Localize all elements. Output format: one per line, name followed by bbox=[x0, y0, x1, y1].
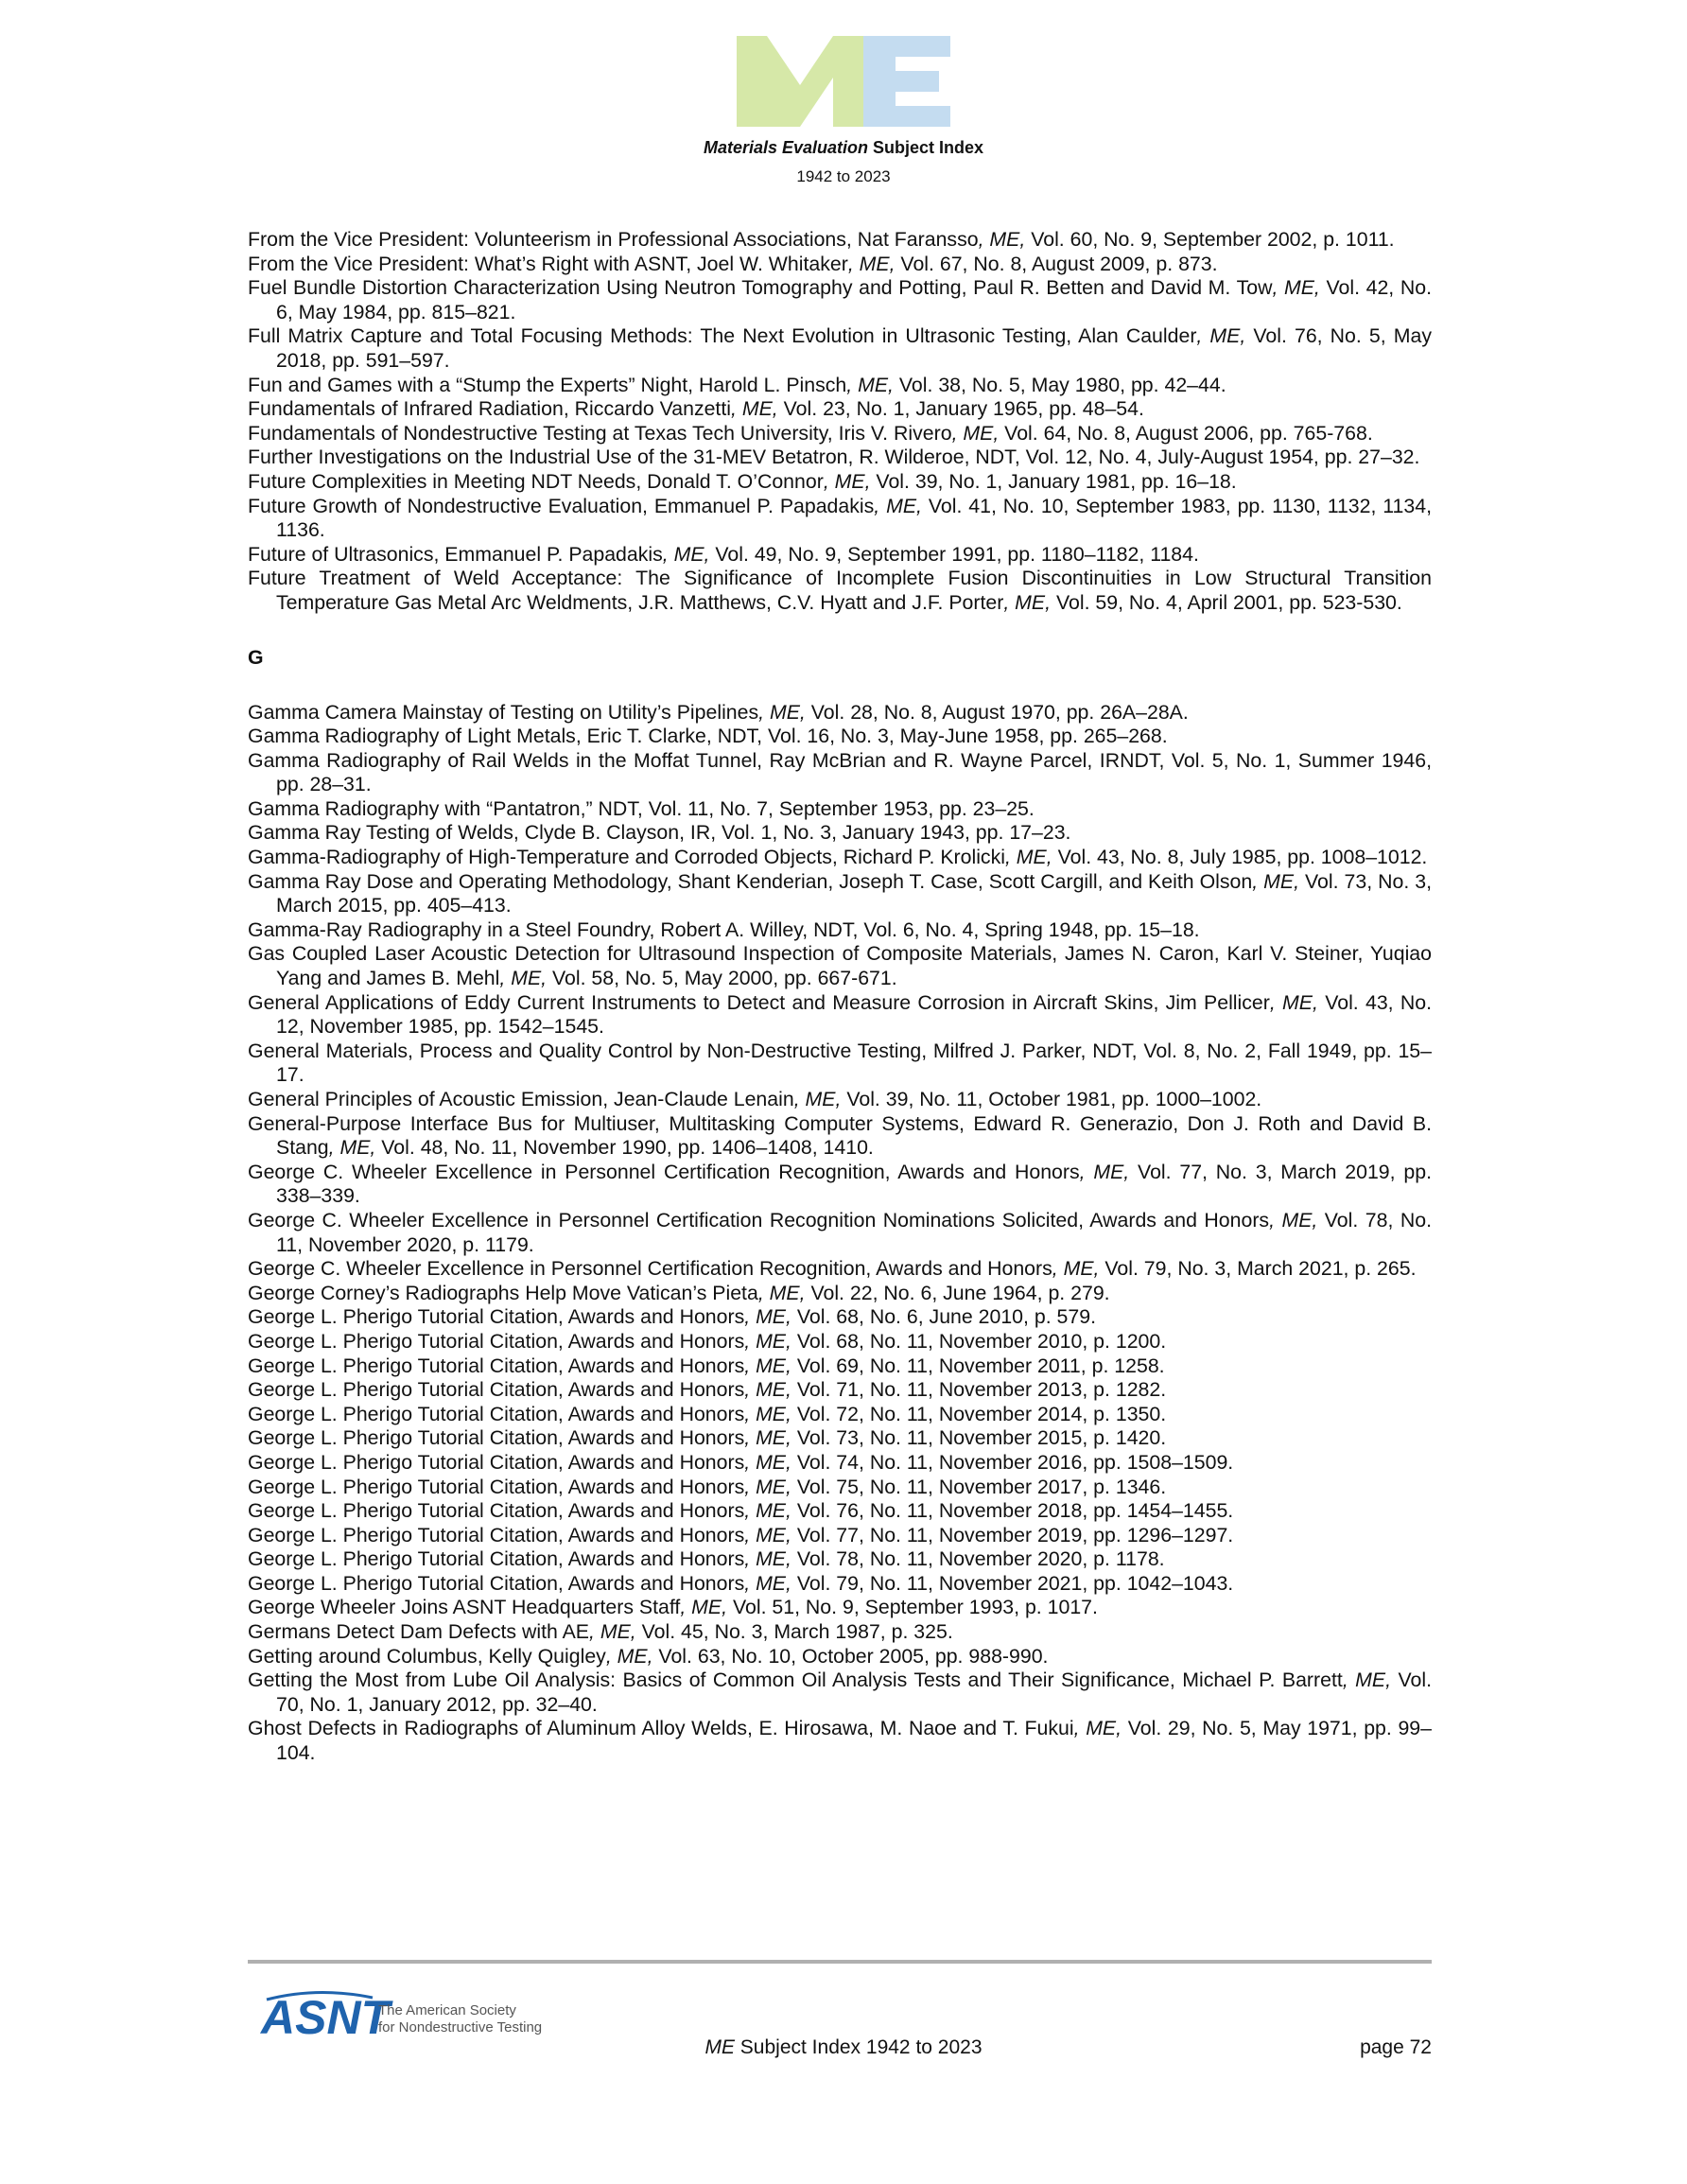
entry-journal: , ME, bbox=[744, 1571, 791, 1595]
entry-title-authors: Gamma Radiography of Rail Welds in the Moffat Tunnel, Ray McBrian and R. Wayne Parcel, IRNDT, Vol. 5, No. 1, Summer 1946, pp. 28–31. bbox=[248, 748, 1432, 796]
entry-journal: , ME, bbox=[744, 1475, 791, 1498]
entry-citation: Vol. 43, No. 12, November 1985, pp. 1542–1545. bbox=[276, 990, 1432, 1039]
section-letter-g: G bbox=[248, 645, 264, 669]
entry-citation: Vol. 68, No. 11, November 2010, p. 1200. bbox=[791, 1329, 1167, 1353]
index-entry bbox=[248, 1596, 1432, 1620]
entry-title-authors: George L. Pherigo Tutorial Citation, Awards and Honors bbox=[248, 1475, 745, 1498]
index-entry bbox=[248, 276, 1432, 324]
entry-title-authors: George C. Wheeler Excellence in Personnel Certification Recognition, Awards and Honors bbox=[248, 1160, 1080, 1183]
entry-citation: Vol. 73, No. 3, March 2015, pp. 405–413. bbox=[276, 869, 1432, 917]
footer-title-rest: Subject Index 1942 to 2023 bbox=[734, 2036, 983, 2058]
entry-journal: , ME, bbox=[1252, 869, 1299, 893]
entries-f-list bbox=[248, 228, 1432, 616]
entry-journal: , ME, bbox=[744, 1402, 791, 1425]
svg-text:The American Society: The American Society bbox=[378, 2002, 516, 2018]
index-entry bbox=[248, 749, 1432, 797]
entry-journal: , ME, bbox=[680, 1596, 728, 1619]
page-number: page 72 bbox=[1360, 2036, 1432, 2058]
entry-journal: , ME, bbox=[846, 373, 894, 396]
entry-title-authors: General Applications of Eddy Current Instruments to Detect and Measure Corrosion in Aircraft Skins, Jim Pellicer bbox=[248, 990, 1270, 1014]
index-entry bbox=[248, 422, 1432, 446]
entry-journal: , ME, bbox=[744, 1426, 791, 1450]
index-entry bbox=[248, 1524, 1432, 1548]
index-title bbox=[0, 136, 1687, 159]
index-entry bbox=[248, 1378, 1432, 1403]
entry-journal: , ME, bbox=[605, 1644, 653, 1668]
entry-citation: Vol. 79, No. 11, November 2021, pp. 1042–1043. bbox=[791, 1571, 1234, 1595]
entry-title-authors: Gamma Radiography with “Pantatron,” NDT, Vol. 11, No. 7, September 1953, pp. 23–25. bbox=[248, 796, 1035, 820]
entry-journal: , ME, bbox=[744, 1329, 791, 1353]
entry-title-authors: George C. Wheeler Excellence in Personnel Certification Recognition Nominations Solicited, Awards and Honors bbox=[248, 1208, 1270, 1232]
index-entry bbox=[248, 1620, 1432, 1645]
entry-journal: , ME, bbox=[1073, 1717, 1122, 1740]
index-entry bbox=[248, 567, 1432, 615]
entry-journal: , ME, bbox=[744, 1523, 791, 1546]
index-entry bbox=[248, 821, 1432, 846]
entry-citation: Vol. 60, No. 9, September 2002, p. 1011. bbox=[1025, 228, 1395, 251]
entry-citation: Vol. 76, No. 11, November 2018, pp. 1454–1455. bbox=[791, 1499, 1234, 1523]
index-entry bbox=[248, 1305, 1432, 1330]
entry-citation: Vol. 79, No. 3, March 2021, p. 265. bbox=[1099, 1257, 1417, 1281]
index-entry bbox=[248, 991, 1432, 1040]
index-entry bbox=[248, 1717, 1432, 1765]
entry-title-authors: Future of Ultrasonics, Emmanuel P. Papadakis bbox=[248, 542, 663, 566]
page-header bbox=[0, 36, 1687, 187]
entry-citation: Vol. 51, No. 9, September 1993, p. 1017. bbox=[727, 1596, 1098, 1619]
entry-citation: Vol. 78, No. 11, November 2020, p. 1179. bbox=[276, 1208, 1432, 1256]
index-entry bbox=[248, 1209, 1432, 1257]
entry-title-authors: George L. Pherigo Tutorial Citation, Awards and Honors bbox=[248, 1523, 745, 1546]
entry-citation: Vol. 76, No. 5, May 2018, pp. 591–597. bbox=[276, 324, 1432, 372]
entry-citation: Vol. 38, No. 5, May 1980, pp. 42–44. bbox=[893, 373, 1226, 396]
entry-citation: Vol. 77, No. 3, March 2019, pp. 338–339. bbox=[276, 1160, 1432, 1208]
index-entry bbox=[248, 942, 1432, 990]
entry-title-authors: Fun and Games with a “Stump the Experts” Night, Harold L. Pinsch bbox=[248, 373, 847, 396]
entry-journal: , ME, bbox=[1269, 1208, 1318, 1232]
entry-journal: , ME, bbox=[758, 700, 806, 724]
entry-title-authors: Gamma-Radiography of High-Temperature and Corroded Objects, Richard P. Krolicki bbox=[248, 846, 1005, 869]
entry-citation: Vol. 41, No. 10, September 1983, pp. 1130, 1132, 1134, 1136. bbox=[276, 494, 1433, 542]
index-entry bbox=[248, 446, 1432, 470]
entry-citation: Vol. 39, No. 11, October 1981, pp. 1000–1002. bbox=[841, 1088, 1262, 1110]
entry-title-authors: Getting the Most from Lube Oil Analysis: Basics of Common Oil Analysis Tests and Their Significance, Michael P. Barrett bbox=[248, 1669, 1343, 1692]
index-entry bbox=[248, 397, 1432, 422]
entry-title-authors: Gamma Ray Testing of Welds, Clyde B. Clayson, IR, Vol. 1, No. 3, January 1943, pp. 17–23. bbox=[248, 821, 1071, 845]
entry-citation: Vol. 43, No. 8, July 1985, pp. 1008–1012. bbox=[1052, 846, 1428, 869]
entry-citation: Vol. 42, No. 6, May 1984, pp. 815–821. bbox=[276, 276, 1432, 323]
entry-journal: , ME, bbox=[823, 469, 871, 493]
entry-journal: , ME, bbox=[978, 228, 1026, 251]
entries-g-list bbox=[248, 701, 1432, 1766]
svg-text:ASNT: ASNT bbox=[261, 1991, 391, 2044]
index-entry bbox=[248, 1669, 1432, 1717]
entry-journal: , ME, bbox=[744, 1354, 791, 1377]
entry-citation: Vol. 69, No. 11, November 2011, p. 1258. bbox=[791, 1354, 1165, 1377]
entry-title-authors: Gas Coupled Laser Acoustic Detection for Ultrasound Inspection of Composite Materials, James N. Caron, Karl V. Steiner, Yuqiao Yang and James B. Mehl bbox=[248, 942, 1432, 990]
entry-title-authors: Gamma Camera Mainstay of Testing on Utility’s Pipelines bbox=[248, 700, 759, 724]
entry-title-authors: Getting around Columbus, Kelly Quigley bbox=[248, 1644, 606, 1668]
entry-citation: Vol. 74, No. 11, November 2016, pp. 1508–1509. bbox=[791, 1450, 1234, 1474]
entry-citation: Vol. 68, No. 6, June 2010, p. 579. bbox=[791, 1305, 1096, 1329]
index-entry bbox=[248, 1354, 1432, 1379]
index-content bbox=[248, 228, 1432, 1766]
entry-citation: Vol. 28, No. 8, August 1970, pp. 26A–28A. bbox=[805, 700, 1189, 724]
index-entry bbox=[248, 1547, 1432, 1572]
index-entry bbox=[248, 701, 1432, 725]
entry-title-authors: Fundamentals of Nondestructive Testing at Texas Tech University, Iris V. Rivero bbox=[248, 421, 952, 445]
entry-title-authors: Gamma Radiography of Light Metals, Eric T. Clarke, NDT, Vol. 16, No. 3, May-June 1958, pp. 265–268. bbox=[248, 725, 1168, 748]
index-entry bbox=[248, 1161, 1432, 1209]
entry-citation: Vol. 67, No. 8, August 2009, p. 873. bbox=[895, 252, 1218, 275]
index-entry bbox=[248, 1282, 1432, 1306]
entry-title-authors: George Wheeler Joins ASNT Headquarters Staff bbox=[248, 1596, 681, 1619]
entry-title-authors: George L. Pherigo Tutorial Citation, Awards and Honors bbox=[248, 1426, 745, 1450]
entry-journal: , ME, bbox=[731, 397, 778, 421]
entry-journal: , ME, bbox=[1079, 1160, 1130, 1183]
entry-title-authors: George L. Pherigo Tutorial Citation, Awards and Honors bbox=[248, 1547, 745, 1571]
entry-journal: , ME, bbox=[757, 1281, 806, 1304]
entry-title-authors: From the Vice President: What’s Right with ASNT, Joel W. Whitaker bbox=[248, 252, 848, 275]
entry-citation: Vol. 70, No. 1, January 2012, pp. 32–40. bbox=[276, 1669, 1432, 1716]
entry-title-authors: General Principles of Acoustic Emission, Jean-Claude Lenain bbox=[248, 1088, 794, 1110]
index-entry bbox=[248, 1403, 1432, 1427]
me-logo bbox=[737, 36, 950, 127]
entry-journal: , ME, bbox=[847, 252, 896, 275]
index-entry bbox=[248, 253, 1432, 277]
index-title-italic: Materials Evaluation bbox=[703, 138, 869, 157]
entry-title-authors: Future Complexities in Meeting NDT Needs, Donald T. O’Connor bbox=[248, 469, 824, 493]
entry-title-authors: From the Vice President: Volunteerism in Professional Associations, Nat Faransso bbox=[248, 228, 979, 251]
entry-title-authors: George L. Pherigo Tutorial Citation, Awards and Honors bbox=[248, 1378, 745, 1402]
svg-text:for Nondestructive Testing: for Nondestructive Testing bbox=[378, 2019, 543, 2035]
index-entry bbox=[248, 1088, 1432, 1112]
entry-title-authors: George C. Wheeler Excellence in Personnel Certification Recognition, Awards and Honors bbox=[248, 1257, 1052, 1281]
entry-citation: Vol. 58, No. 5, May 2000, pp. 667-671. bbox=[547, 967, 897, 990]
index-entry bbox=[248, 1645, 1432, 1669]
entry-journal: , ME, bbox=[874, 494, 922, 517]
index-entry bbox=[248, 374, 1432, 398]
entry-title-authors: Future Treatment of Weld Acceptance: The Significance of Incomplete Fusion Discontinuities in Low Structural Transition Temperature Gas Metal Arc Weldments, J.R. Matthews, C.V. Hyatt and J.F. Porter bbox=[248, 567, 1432, 614]
entry-title-authors: George L. Pherigo Tutorial Citation, Awards and Honors bbox=[248, 1329, 745, 1353]
index-entry bbox=[248, 1572, 1432, 1597]
index-entry bbox=[248, 324, 1432, 373]
entry-title-authors: George Corney’s Radiographs Help Move Vatican’s Pieta bbox=[248, 1281, 758, 1304]
entry-title-authors: George L. Pherigo Tutorial Citation, Awards and Honors bbox=[248, 1354, 745, 1377]
entry-title-authors: Gamma Ray Dose and Operating Methodology, Shant Kenderian, Joseph T. Case, Scott Cargill, and Keith Olson bbox=[248, 869, 1253, 893]
entry-title-authors: General Materials, Process and Quality Control by Non-Destructive Testing, Milfred J. Parker, NDT, Vol. 8, No. 2, Fall 1949, pp. 15–17. bbox=[248, 1039, 1432, 1087]
index-entry bbox=[248, 543, 1432, 568]
index-entry bbox=[248, 870, 1432, 918]
entry-citation: Vol. 59, No. 4, April 2001, pp. 523-530. bbox=[1051, 590, 1402, 614]
entry-citation: Vol. 22, No. 6, June 1964, p. 279. bbox=[805, 1281, 1110, 1304]
entry-journal: , ME, bbox=[951, 421, 1000, 445]
index-entry bbox=[248, 228, 1432, 253]
entry-journal: , ME, bbox=[1269, 990, 1318, 1014]
entry-title-authors: General-Purpose Interface Bus for Multiuser, Multitasking Computer Systems, Edward R. Generazio, Don J. Roth and David B. Stang bbox=[248, 1111, 1432, 1160]
index-entry bbox=[248, 1426, 1432, 1451]
index-entry bbox=[248, 725, 1432, 749]
index-title-rest: Subject Index bbox=[868, 138, 984, 157]
index-entry bbox=[248, 1476, 1432, 1500]
entry-journal: , ME, bbox=[744, 1547, 791, 1571]
footer-rule bbox=[248, 1960, 1432, 1964]
entry-journal: , ME, bbox=[328, 1136, 376, 1160]
entry-title-authors: Further Investigations on the Industrial Use of the 31-MEV Betatron, R. Wilderoe, NDT, Vol. 12, No. 4, July-August 1954, pp. 27–32. bbox=[248, 446, 1420, 469]
entry-citation: Vol. 71, No. 11, November 2013, p. 1282. bbox=[791, 1378, 1167, 1402]
index-entry bbox=[248, 918, 1432, 943]
entry-citation: Vol. 78, No. 11, November 2020, p. 1178. bbox=[791, 1547, 1165, 1571]
entry-title-authors: George L. Pherigo Tutorial Citation, Awards and Honors bbox=[248, 1305, 745, 1329]
entry-title-authors: Future Growth of Nondestructive Evaluation, Emmanuel P. Papadakis bbox=[248, 494, 875, 517]
entry-title-authors: George L. Pherigo Tutorial Citation, Awards and Honors bbox=[248, 1571, 745, 1595]
entry-citation: Vol. 73, No. 11, November 2015, p. 1420. bbox=[791, 1426, 1167, 1450]
entry-citation: Vol. 64, No. 8, August 2006, pp. 765-768. bbox=[999, 421, 1373, 445]
index-entry bbox=[248, 846, 1432, 870]
entry-citation: Vol. 72, No. 11, November 2014, p. 1350. bbox=[791, 1402, 1167, 1425]
entry-title-authors: Germans Detect Dam Defects with AE bbox=[248, 1620, 589, 1644]
entry-citation: Vol. 39, No. 1, January 1981, pp. 16–18. bbox=[870, 469, 1237, 493]
entry-journal: , ME, bbox=[499, 967, 548, 990]
index-entry bbox=[248, 1257, 1432, 1282]
entry-journal: , ME, bbox=[589, 1620, 636, 1644]
entry-journal: , ME, bbox=[1004, 846, 1052, 869]
entry-journal: , ME, bbox=[1052, 1257, 1100, 1281]
entry-title-authors: George L. Pherigo Tutorial Citation, Awards and Honors bbox=[248, 1450, 745, 1474]
entry-citation: Vol. 45, No. 3, March 1987, p. 325. bbox=[635, 1620, 953, 1644]
index-entry bbox=[248, 1330, 1432, 1354]
index-entry bbox=[248, 1451, 1432, 1476]
index-entry bbox=[248, 1499, 1432, 1524]
entry-title-authors: Fuel Bundle Distortion Characterization Using Neutron Tomography and Potting, Paul R. Betten and David M. Tow bbox=[248, 276, 1273, 300]
entry-journal: , ME, bbox=[744, 1499, 791, 1523]
entry-journal: , ME, bbox=[1342, 1669, 1392, 1692]
entry-citation: Vol. 77, No. 11, November 2019, pp. 1296–1297. bbox=[791, 1523, 1234, 1546]
entry-citation: Vol. 29, No. 5, May 1971, pp. 99–104. bbox=[276, 1717, 1432, 1765]
entry-journal: , ME, bbox=[662, 542, 710, 566]
entry-journal: , ME, bbox=[744, 1305, 791, 1329]
entry-journal: , ME, bbox=[1272, 276, 1320, 300]
entry-citation: Vol. 49, No. 9, September 1991, pp. 1180–1182, 1184. bbox=[709, 542, 1199, 566]
index-entry bbox=[248, 470, 1432, 495]
index-entry bbox=[248, 1040, 1432, 1088]
entry-title-authors: Full Matrix Capture and Total Focusing Methods: The Next Evolution in Ultrasonic Testing, Alan Caulder bbox=[248, 324, 1197, 348]
index-entry bbox=[248, 797, 1432, 822]
entry-title-authors: Ghost Defects in Radiographs of Aluminum Alloy Welds, E. Hirosawa, M. Naoe and T. Fukui bbox=[248, 1717, 1074, 1740]
entry-title-authors: George L. Pherigo Tutorial Citation, Awards and Honors bbox=[248, 1499, 745, 1523]
entry-journal: , ME, bbox=[1196, 324, 1246, 348]
index-entry bbox=[248, 1112, 1432, 1161]
entry-title-authors: George L. Pherigo Tutorial Citation, Awards and Honors bbox=[248, 1402, 745, 1425]
entry-title-authors: Fundamentals of Infrared Radiation, Riccardo Vanzetti bbox=[248, 397, 732, 421]
index-date-range: 1942 to 2023 bbox=[796, 167, 891, 185]
entry-citation: Vol. 23, No. 1, January 1965, pp. 48–54. bbox=[777, 397, 1144, 421]
footer-title bbox=[0, 2035, 1687, 2060]
index-entry bbox=[248, 495, 1432, 543]
entry-citation: Vol. 63, No. 10, October 2005, pp. 988-990. bbox=[652, 1644, 1049, 1668]
entry-journal: , ME, bbox=[1003, 590, 1052, 614]
entry-citation: Vol. 75, No. 11, November 2017, p. 1346. bbox=[791, 1475, 1167, 1498]
entry-journal: , ME, bbox=[793, 1088, 842, 1110]
footer-title-italic: ME bbox=[704, 2036, 735, 2058]
entry-journal: , ME, bbox=[744, 1450, 791, 1474]
entry-journal: , ME, bbox=[744, 1378, 791, 1402]
entry-title-authors: Gamma-Ray Radiography in a Steel Foundry, Robert A. Willey, NDT, Vol. 6, No. 4, Spring 1948, pp. 15–18. bbox=[248, 917, 1200, 941]
entry-citation: Vol. 48, No. 11, November 1990, pp. 1406–1408, 1410. bbox=[375, 1136, 874, 1160]
